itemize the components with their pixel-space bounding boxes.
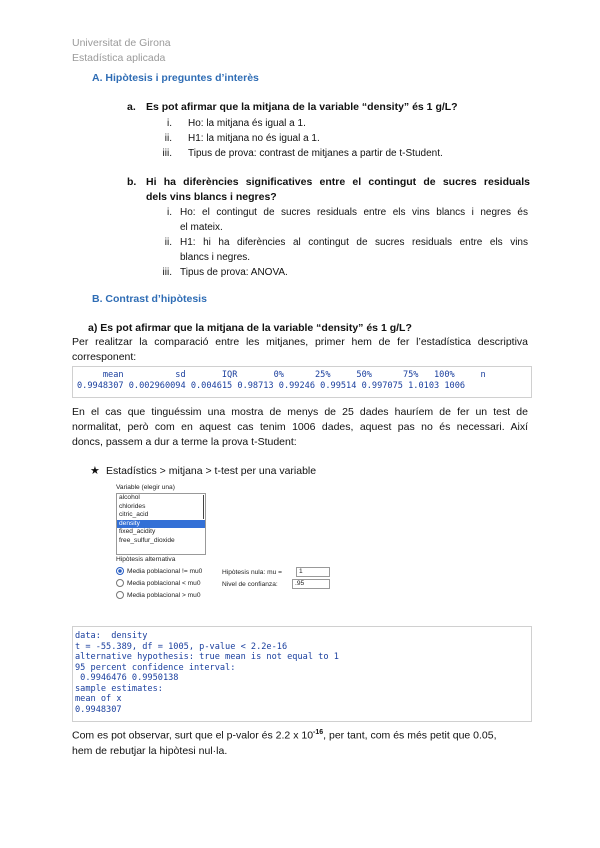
radio-option-neq[interactable]: Media poblacional != mu0 bbox=[116, 567, 202, 575]
ttest-dialog bbox=[112, 483, 330, 605]
radio-icon[interactable] bbox=[116, 579, 124, 587]
output-line: t = -55.389, df = 1005, p-value < 2.2e-16 bbox=[75, 641, 288, 652]
question-b-line2: dels vins blancs i negres? bbox=[146, 191, 277, 203]
null-hypothesis-label: Hipòtesis nula: mu = bbox=[222, 569, 282, 576]
list-item[interactable]: free_sulfur_dioxide bbox=[119, 536, 175, 544]
list-item-selected[interactable]: density bbox=[117, 520, 205, 529]
radio-selected-icon[interactable] bbox=[116, 567, 124, 575]
descriptive-stats-output bbox=[72, 366, 532, 398]
header-course: Estadística aplicada bbox=[72, 52, 166, 64]
radio-option-lt[interactable]: Media poblacional < mu0 bbox=[116, 579, 201, 587]
output-line: alternative hypothesis: true mean is not equal to 1 bbox=[75, 652, 339, 662]
paragraph-normality: En el cas que tinguéssim una mostra de menys de 25 dades hauríem de fer un test de normalitat, però com en aquest cas tenim 1006 dades, aquest pas no és necessari. Així doncs, passem a dur a terme la prova t-Student: bbox=[72, 406, 528, 448]
output-line: 95 percent confidence interval: bbox=[75, 662, 236, 673]
stats-values-row: 0.9948307 0.002960094 0.004615 0.98713 0.99246 0.99514 0.997075 1.0103 1006 bbox=[77, 380, 466, 391]
q2-item-list bbox=[150, 205, 530, 280]
radio-icon[interactable] bbox=[116, 591, 124, 599]
confidence-label: Nivel de confianza: bbox=[222, 581, 278, 588]
section-b-title: B. Contrast d’hipòtesis bbox=[92, 293, 207, 305]
variable-listbox[interactable] bbox=[116, 493, 206, 555]
question-b-line1: Hi ha diferències significatives entre el contingut de sucres residuals bbox=[146, 176, 530, 188]
paragraph-conclusion: Com es pot observar, surt que el p-valor és 2.2 x $10^{-16}$, per tant, com és més petit que 0.05, hem de rebutjar la hipòtesi nul·la. bbox=[72, 729, 497, 757]
listbox-scrollbar[interactable] bbox=[203, 495, 204, 519]
output-line: mean of x bbox=[75, 694, 122, 704]
section-a-title: A. Hipòtesis i preguntes d’interès bbox=[92, 72, 259, 84]
paragraph-descriptive: Per realitzar la comparació entre les mitjanes, primer hem de fer l’estadística descriptiva corresponent: bbox=[72, 336, 528, 363]
variable-list-label: Variable (elegir una) bbox=[116, 484, 175, 491]
list-item: i. Ho: el contingut de sucres residuals entre els vins blancs i negres és el mateix. bbox=[167, 207, 528, 233]
star-icon: ★ bbox=[90, 465, 100, 477]
radio-option-gt[interactable]: Media poblacional > mu0 bbox=[116, 591, 201, 599]
list-item[interactable]: alcohol bbox=[119, 494, 140, 501]
question-a-text: Es pot afirmar que la mitjana de la variable “density” és 1 g/L? bbox=[146, 101, 458, 113]
menu-path-text: Estadístics > mitjana > t-test per una variable bbox=[106, 465, 317, 477]
output-line: 0.9948307 bbox=[75, 704, 122, 715]
question-b-label: b. bbox=[127, 176, 137, 188]
list-item: iii. Tipus de prova: contrast de mitjanes a partir de t-Student. bbox=[162, 148, 443, 159]
ttest-output bbox=[72, 626, 532, 722]
output-line: data: density bbox=[75, 631, 148, 641]
list-item[interactable]: chlorides bbox=[119, 502, 146, 510]
stats-header-row: mean sd IQR 0% 25% 50% 75% 100% n bbox=[77, 370, 486, 380]
q1-item-list bbox=[150, 116, 530, 161]
list-item: ii. H1: la mitjana no és igual a 1. bbox=[164, 133, 320, 144]
output-line: sample estimates: bbox=[75, 683, 163, 694]
list-item: ii. H1: hi ha diferències al contingut de sucres residuals entre els vins blancs i negres. bbox=[164, 237, 528, 263]
list-item: iii. Tipus de prova: ANOVA. bbox=[162, 267, 288, 278]
subquestion-a: a) Es pot afirmar que la mitjana de la variable “density” és 1 g/L? bbox=[88, 322, 412, 334]
list-item[interactable]: fixed_acidity bbox=[119, 528, 156, 536]
list-item: i. Ho: la mitjana és igual a 1. bbox=[167, 118, 306, 129]
list-item[interactable]: citric_acid bbox=[119, 511, 149, 519]
question-a-label: a. bbox=[127, 101, 136, 113]
alt-hypothesis-label: Hipòtesis alternativa bbox=[116, 556, 176, 563]
header-university: Universitat de Girona bbox=[72, 37, 171, 49]
mu-input[interactable]: 1 bbox=[296, 567, 330, 577]
confidence-input[interactable]: .95 bbox=[292, 579, 330, 589]
output-line: 0.9946476 0.9950138 bbox=[75, 673, 179, 683]
